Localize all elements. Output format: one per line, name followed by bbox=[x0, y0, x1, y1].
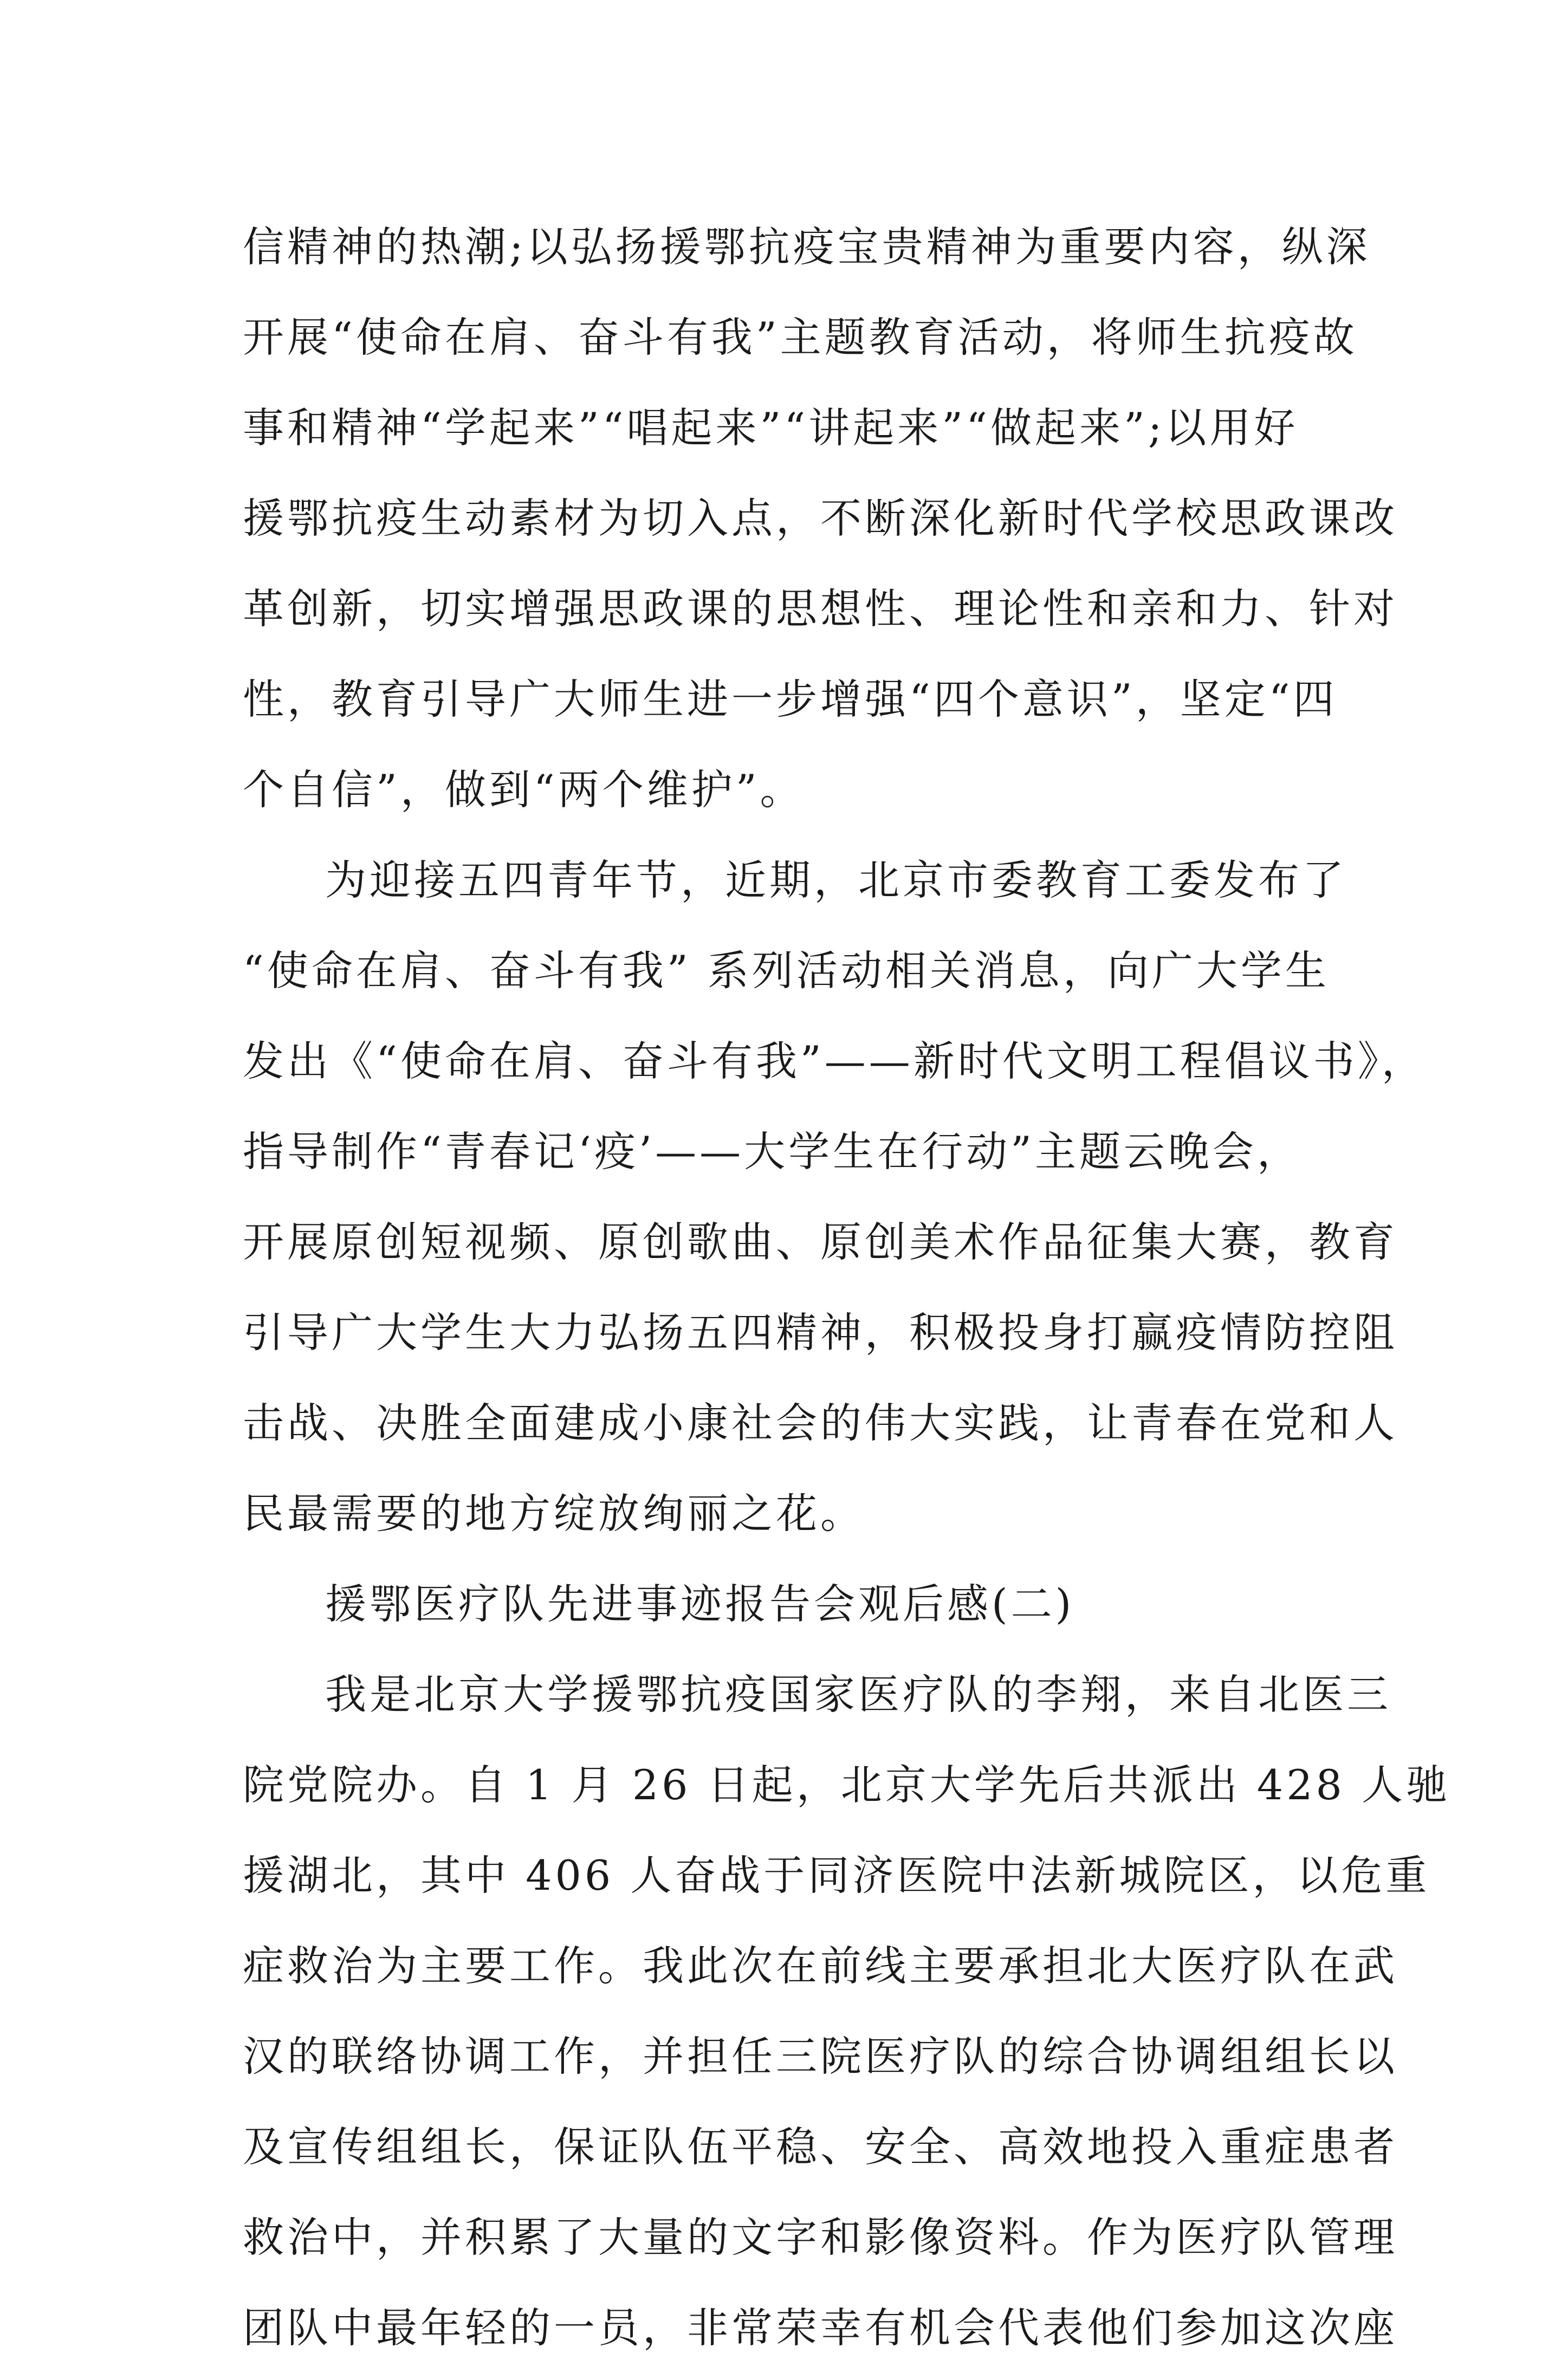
text-line: 性，教育引导广大师生进一步增强“四个意识”，坚定“四 bbox=[243, 675, 1338, 723]
text-line: 团队中最年轻的一员，非常荣幸有机会代表他们参加这次座 bbox=[243, 2304, 1398, 2352]
body-text bbox=[243, 202, 1451, 2373]
text-line: 及宣传组组长，保证队伍平稳、安全、高效地投入重症患者 bbox=[243, 2123, 1398, 2171]
text-line: 事和精神“学起来”“唱起来”“讲起来”“做起来”;以用好 bbox=[243, 404, 1299, 452]
text-line: 症救治为主要工作。我此次在前线主要承担北大医疗队在武 bbox=[243, 1942, 1398, 1990]
text-line: 援湖北，其中 406 人奋战于同济医院中法新城院区，以危重 bbox=[243, 1851, 1430, 1899]
text-line: 信精神的热潮;以弘扬援鄂抗疫宝贵精神为重要内容，纵深 bbox=[243, 223, 1371, 271]
text-line: 发出《“使命在肩、奋斗有我”——新时代文明工程倡议书》， bbox=[243, 1037, 1426, 1085]
text-line: 革创新，切实增强思政课的思想性、理论性和亲和力、针对 bbox=[243, 585, 1398, 633]
text-line: 个自信”，做到“两个维护”。 bbox=[243, 766, 805, 814]
section-heading: 援鄂医疗队先进事迹报告会观后感(二) bbox=[325, 1580, 1075, 1628]
text-line: 击战、决胜全面建成小康社会的伟大实践，让青春在党和人 bbox=[243, 1399, 1398, 1447]
text-line: 指导制作“青春记‘疫’——大学生在行动”主题云晚会， bbox=[243, 1127, 1302, 1176]
text-line: 开展原创短视频、原创歌曲、原创美术作品征集大赛，教育 bbox=[243, 1218, 1398, 1266]
paragraph-start-line: 我是北京大学援鄂抗疫国家医疗队的李翔，来自北医三 bbox=[325, 1670, 1391, 1719]
text-line: 开展“使命在肩、奋斗有我”主题教育活动，将师生抗疫故 bbox=[243, 313, 1358, 361]
text-line: 引导广大学生大力弘扬五四精神，积极投身打赢疫情防控阻 bbox=[243, 1308, 1398, 1357]
text-line: 院党院办。自 1 月 26 日起，北京大学先后共派出 428 人驰 bbox=[243, 1761, 1451, 1809]
paragraph-start-line: 为迎接五四青年节，近期，北京市委教育工委发布了 bbox=[325, 856, 1347, 904]
text-line: 救治中，并积累了大量的文字和影像资料。作为医疗队管理 bbox=[243, 2213, 1398, 2261]
text-line: 民最需要的地方绽放绚丽之花。 bbox=[243, 1489, 865, 1538]
text-line: 汉的联络协调工作，并担任三院医疗队的综合协调组组长以 bbox=[243, 2032, 1398, 2080]
text-line: “使命在肩、奋斗有我” 系列活动相关消息，向广大学生 bbox=[243, 946, 1330, 995]
text-line: 援鄂抗疫生动素材为切入点，不断深化新时代学校思政课改 bbox=[243, 494, 1398, 542]
